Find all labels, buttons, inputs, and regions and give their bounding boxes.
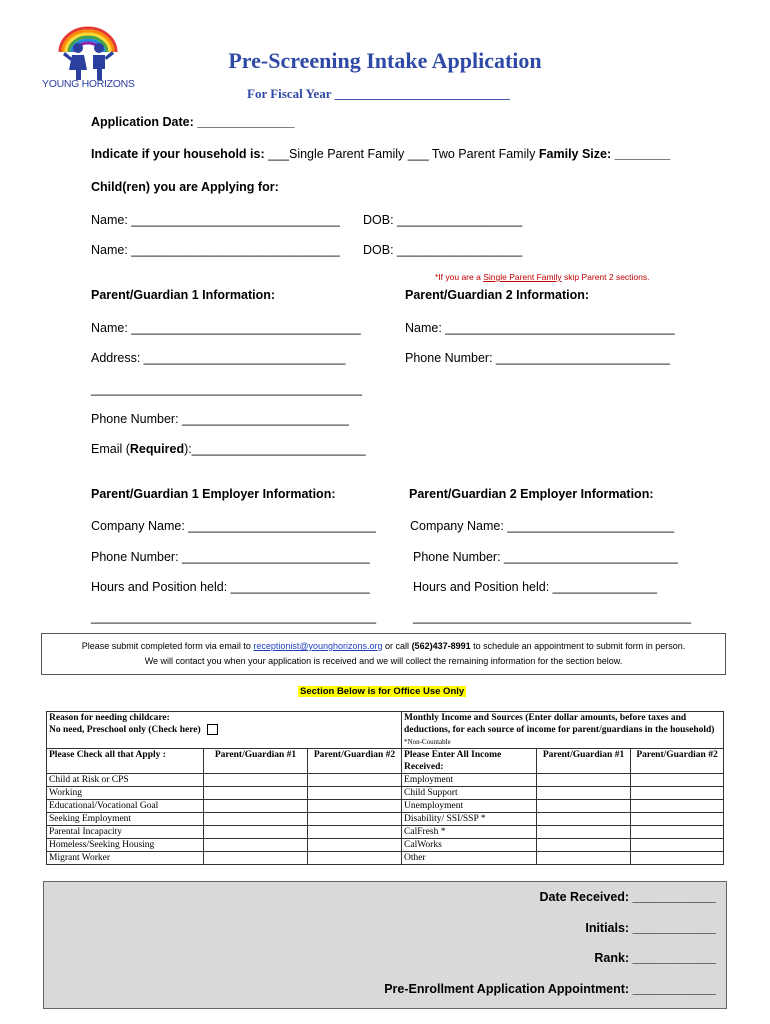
income-pg1-cell[interactable]	[537, 839, 631, 852]
office-use-table	[46, 711, 724, 865]
date-received-field[interactable]: Date Received: ____________	[539, 890, 716, 904]
enter-income-header: Please Enter All Income Received:	[402, 749, 537, 774]
income-label: CalFresh *	[402, 826, 537, 839]
reason-pg2-cell[interactable]	[308, 852, 402, 865]
emp2-company-field[interactable]: Company Name: ________________________	[410, 519, 675, 533]
reason-label: Working	[47, 787, 204, 800]
income-pg2-cell[interactable]	[631, 800, 724, 813]
reason-pg1-cell[interactable]	[204, 800, 308, 813]
emp2-hours-field[interactable]: Hours and Position held: _______________	[413, 580, 657, 594]
child-2-dob-field[interactable]: DOB: __________________	[363, 243, 523, 257]
reason-pg1-cell[interactable]	[204, 852, 308, 865]
single-parent-note: *If you are a Single Parent Family skip Parent 2 sections.	[435, 272, 650, 282]
pg1-name-field[interactable]: Name: _________________________________	[91, 321, 361, 335]
income-pg2-cell[interactable]	[631, 813, 724, 826]
table-row	[47, 787, 724, 800]
children-label: Child(ren) you are Applying for:	[91, 180, 279, 194]
reason-pg2-cell[interactable]	[308, 800, 402, 813]
household-label: Indicate if your household is:	[91, 147, 265, 161]
income-pg1-cell[interactable]	[537, 800, 631, 813]
reason-label: Educational/Vocational Goal	[47, 800, 204, 813]
income-pg2-cell[interactable]	[631, 774, 724, 787]
pg1-address-field[interactable]: Address: _____________________________	[91, 351, 346, 365]
income-label: Employment	[402, 774, 537, 787]
table-row	[47, 800, 724, 813]
initials-field[interactable]: Initials: ____________	[585, 921, 716, 935]
reason-pg2-cell[interactable]	[308, 839, 402, 852]
fiscal-year-field[interactable]: For Fiscal Year ___________________________	[247, 86, 510, 101]
reason-pg2-cell[interactable]	[308, 774, 402, 787]
income-pg2-cell[interactable]	[631, 787, 724, 800]
staff-use-box	[43, 881, 727, 1009]
submit-instructions-box	[41, 633, 726, 675]
income-pg1-cell[interactable]	[537, 826, 631, 839]
income-label: Child Support	[402, 787, 537, 800]
income-label: Unemployment	[402, 800, 537, 813]
table-row	[47, 826, 724, 839]
emp2-heading: Parent/Guardian 2 Employer Information:	[409, 487, 654, 501]
reason-label: Seeking Employment	[47, 813, 204, 826]
preschool-only-checkbox[interactable]	[207, 724, 218, 735]
household-single-option[interactable]: ___Single Parent Family	[268, 147, 405, 161]
pg1-email-field[interactable]: Email (Required):_________________________	[91, 442, 366, 456]
child-1-name-field[interactable]: Name: ______________________________	[91, 213, 340, 227]
income-header-cell: Monthly Income and Sources (Enter dollar amounts, before taxes and deductions, for each source of income for parent/guardians in the household) *Non-Countable	[402, 712, 724, 749]
reason-pg2-header: Parent/Guardian #2	[308, 749, 402, 774]
reason-pg1-header: Parent/Guardian #1	[204, 749, 308, 774]
office-use-banner: Section Below is for Office Use Only	[300, 686, 465, 697]
pg1-address-line2-field[interactable]: _______________________________________	[91, 382, 363, 396]
income-pg2-cell[interactable]	[631, 839, 724, 852]
page-title: Pre-Screening Intake Application	[228, 48, 542, 73]
reason-pg1-cell[interactable]	[204, 826, 308, 839]
appointment-field[interactable]: Pre-Enrollment Application Appointment: ____________	[384, 982, 716, 996]
reason-label: Homeless/Seeking Housing	[47, 839, 204, 852]
reason-cell: Reason for needing childcare: No need, Preschool only (Check here)	[47, 712, 402, 749]
pg1-heading: Parent/Guardian 1 Information:	[91, 288, 276, 302]
income-pg1-cell[interactable]	[537, 852, 631, 865]
emp1-heading: Parent/Guardian 1 Employer Information:	[91, 487, 336, 501]
pg1-phone-field[interactable]: Phone Number: ________________________	[91, 412, 349, 426]
emp1-hours-field[interactable]: Hours and Position held: ____________________	[91, 580, 370, 594]
emp2-extra-field[interactable]: ________________________________________	[413, 610, 692, 624]
reason-label: Child at Risk or CPS	[47, 774, 204, 787]
application-date-field[interactable]: Application Date: ______________	[91, 115, 295, 129]
phone-number: (562)437-8991	[411, 641, 471, 651]
income-pg2-header: Parent/Guardian #2	[631, 749, 724, 774]
emp1-extra-field[interactable]: _________________________________________	[91, 610, 377, 624]
reason-pg1-cell[interactable]	[204, 813, 308, 826]
income-pg2-cell[interactable]	[631, 852, 724, 865]
reason-pg1-cell[interactable]	[204, 787, 308, 800]
income-pg1-cell[interactable]	[537, 787, 631, 800]
income-label: Other	[402, 852, 537, 865]
logo-wordmark: YOUNG HORIZONS	[42, 78, 135, 90]
table-row	[47, 813, 724, 826]
reason-label: Parental Incapacity	[47, 826, 204, 839]
emp1-company-field[interactable]: Company Name: ___________________________	[91, 519, 376, 533]
child-2-name-field[interactable]: Name: ______________________________	[91, 243, 340, 257]
submit-line-1: Please submit completed form via email to receptionist@younghorizons.org or call (562)437-8991 to schedule an appointment to submit form in person.	[81, 641, 686, 651]
reason-label: Migrant Worker	[47, 852, 204, 865]
reason-pg2-cell[interactable]	[308, 826, 402, 839]
income-label: CalWorks	[402, 839, 537, 852]
emp2-phone-field[interactable]: Phone Number: _________________________	[413, 550, 678, 564]
child-1-dob-field[interactable]: DOB: __________________	[363, 213, 523, 227]
income-pg1-cell[interactable]	[537, 813, 631, 826]
table-row	[47, 852, 724, 865]
table-row	[47, 774, 724, 787]
income-pg1-cell[interactable]	[537, 774, 631, 787]
income-pg1-header: Parent/Guardian #1	[537, 749, 631, 774]
check-all-header: Please Check all that Apply :	[47, 749, 204, 774]
emp1-phone-field[interactable]: Phone Number: ___________________________	[91, 550, 370, 564]
income-label: Disability/ SSI/SSP *	[402, 813, 537, 826]
reason-pg2-cell[interactable]	[308, 787, 402, 800]
rank-field[interactable]: Rank: ____________	[594, 951, 716, 965]
reason-pg1-cell[interactable]	[204, 839, 308, 852]
reason-pg1-cell[interactable]	[204, 774, 308, 787]
table-row	[47, 839, 724, 852]
pg2-name-field[interactable]: Name: _________________________________	[405, 321, 675, 335]
submit-line-2: We will contact you when your application is received and we will collect the remaining information for the section below.	[144, 656, 623, 666]
income-pg2-cell[interactable]	[631, 826, 724, 839]
family-size-field[interactable]: Family Size: ________	[538, 147, 671, 161]
pg2-phone-field[interactable]: Phone Number: _________________________	[405, 351, 670, 365]
household-two-option[interactable]: ___ Two Parent Family	[407, 147, 536, 161]
pg2-heading: Parent/Guardian 2 Information:	[405, 288, 590, 302]
email-link[interactable]: receptionist@younghorizons.org	[253, 641, 383, 651]
reason-pg2-cell[interactable]	[308, 813, 402, 826]
